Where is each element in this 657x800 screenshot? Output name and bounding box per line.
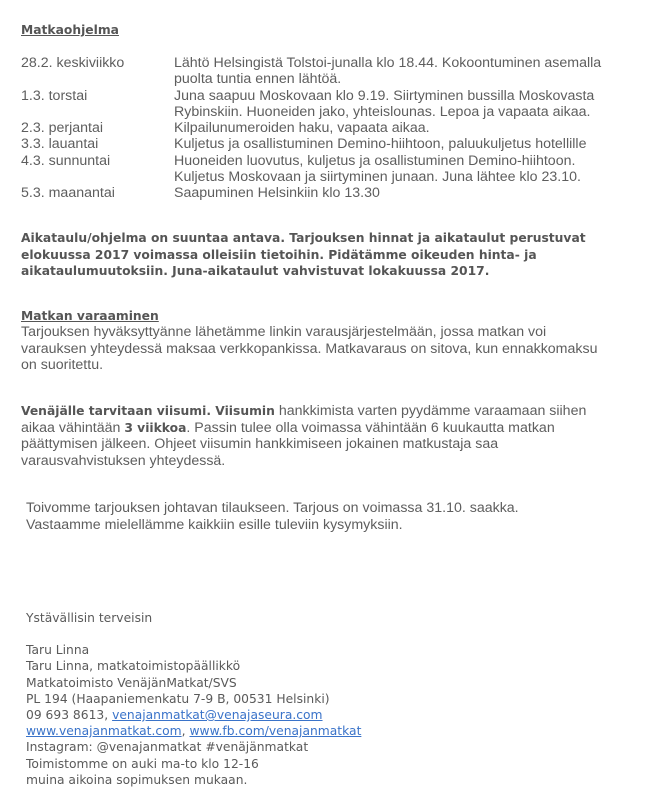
phone: 09 693 8613,	[26, 708, 113, 723]
visa-line	[21, 420, 641, 437]
schedule-row	[21, 153, 654, 186]
website-link[interactable]: www.venajanmatkat.com	[26, 724, 182, 739]
visa-duration: 3 viikkoa	[124, 420, 187, 435]
facebook-link[interactable]: www.fb.com/venajanmatkat	[189, 724, 362, 739]
program-schedule	[21, 55, 654, 202]
visa-emphasis: Venäjälle tarvitaan viisumi. Viisumin	[21, 404, 275, 418]
disclaimer-paragraph	[21, 230, 641, 280]
program-heading: Matkaohjelma	[21, 23, 119, 37]
schedule-row	[21, 88, 654, 121]
schedule-date: 28.2. keskiviikko	[21, 55, 125, 71]
schedule-date: 4.3. sunnuntai	[21, 152, 111, 169]
schedule-text: Saapuminen Helsinkiin klo 13.30	[174, 185, 380, 202]
schedule-date: 1.3. torstai	[21, 87, 88, 104]
booking-line: on suoritettu.	[21, 357, 104, 373]
instagram: Instagram: @venajanmatkat #venäjänmatkat	[26, 740, 309, 755]
schedule-date: 3.3. lauantai	[21, 136, 99, 153]
company-name: Matkatoimisto VenäjänMatkat/SVS	[26, 675, 237, 690]
address: PL 194 (Haapaniemenkatu 7-9 B, 00531 Helsinki)	[26, 691, 330, 706]
schedule-text: Kuljetus Moskovaan ja siirtyminen junaan. Juna lähtee klo 23.10.	[174, 169, 581, 186]
booking-line: Tarjouksen hyväksyttyänne lähetämme linkin varausjärjestelmään, jossa matkan voi	[21, 324, 547, 340]
visa-text: . Passin tulee olla voimassa vähintään 6 kuukautta matkan	[186, 419, 555, 436]
schedule-text: Lähtö Helsingistä Tolstoi-junalla klo 18.44. Kokoontuminen asemalla	[174, 55, 602, 71]
visa-text: hankkimista varten pyydämme varaamaan siihen	[274, 403, 587, 419]
signer-name: Taru Linna	[26, 643, 90, 658]
schedule-row	[21, 185, 654, 201]
visa-line: varausvahvistuksen yhteydessä.	[21, 452, 226, 469]
office-hours: Toimistomme on auki ma-to klo 12-16	[26, 756, 259, 771]
schedule-date: 5.3. maanantai	[21, 185, 115, 202]
schedule-text: Juna saapuu Moskovaan klo 9.19. Siirtyminen bussilla Moskovasta	[174, 87, 595, 104]
schedule-text: Kilpailunumeroiden haku, vapaata aikaa.	[174, 120, 430, 137]
schedule-row	[21, 120, 654, 136]
booking-line: varauksen yhteydessä maksaa verkkopankissa. Matkavaraus on sitova, kun ennakkomaksu	[21, 340, 598, 357]
disclaimer-line: Aikataulu/ohjelma on suuntaa antava. Tarjouksen hinnat ja aikataulut perustuvat	[21, 231, 586, 245]
schedule-row	[21, 55, 654, 88]
email-link[interactable]: venajanmatkat@venajaseura.com	[112, 708, 323, 723]
visa-line	[21, 403, 641, 420]
booking-heading: Matkan varaaminen	[21, 309, 159, 323]
schedule-text: puolta tuntia ennen lähtöä.	[174, 71, 342, 88]
office-hours-note: muina aikoina sopimuksen mukaan.	[26, 772, 248, 787]
schedule-text: Huoneiden luovutus, kuljetus ja osallistuminen Demino-hiihtoon.	[174, 152, 576, 169]
schedule-date: 2.3. perjantai	[21, 120, 104, 137]
contact-line	[26, 707, 361, 723]
closing-line: Toivomme tarjouksen johtavan tilaukseen. Tarjous on voimassa 31.10. saakka.	[26, 500, 519, 516]
schedule-text: Rybinskiin. Huoneiden jako, yhteislounas. Lepoa ja vapaata aikaa.	[174, 103, 591, 120]
visa-paragraph	[21, 403, 641, 469]
signature-block	[26, 610, 361, 788]
schedule-text: Kuljetus ja osallistuminen Demino-hiihtoon, paluukuljetus hotellille	[174, 136, 587, 153]
visa-line: päättymisen jälkeen. Ohjeet viisumin hankkimiseen jokainen matkustaja saa	[21, 436, 499, 452]
signer-title: Taru Linna, matkatoimistopäällikkö	[26, 659, 241, 674]
separator: ,	[181, 724, 190, 739]
web-links	[26, 723, 361, 739]
booking-paragraph	[21, 324, 641, 374]
greeting: Ystävällisin terveisin	[26, 611, 153, 625]
closing-line: Vastaamme mielellämme kaikkiin esille tuleviin kysymyksiin.	[26, 516, 403, 533]
disclaimer-line: elokuussa 2017 voimassa olleisiin tietoihin. Pidätämme oikeuden hinta- ja	[21, 247, 537, 262]
schedule-row	[21, 136, 654, 152]
disclaimer-line: aikataulumuutoksiin. Juna-aikataulut vahvistuvat lokakuussa 2017.	[21, 264, 490, 278]
visa-text: aikaa vähintään	[21, 419, 125, 436]
closing-paragraph	[26, 500, 646, 533]
